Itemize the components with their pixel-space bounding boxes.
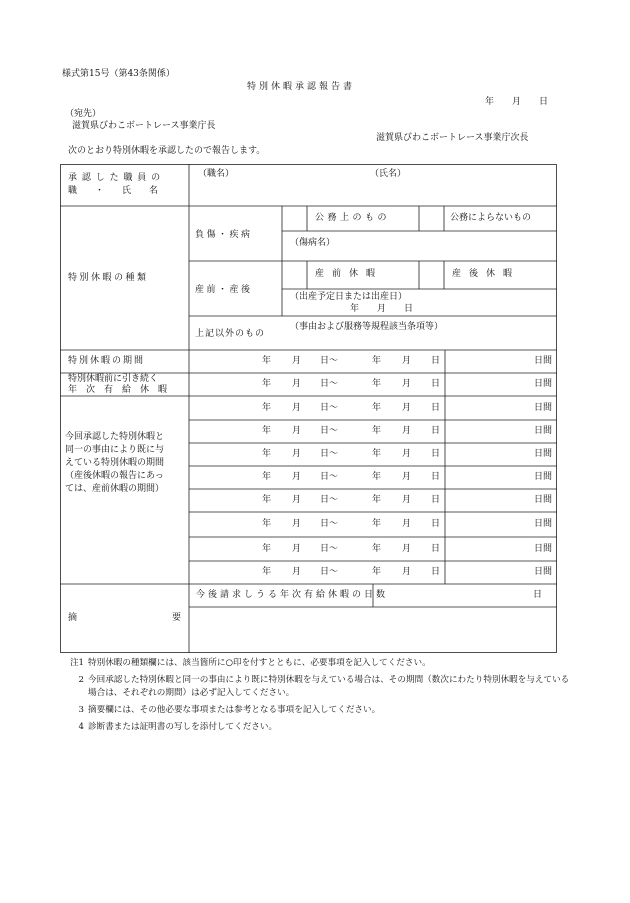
note-number: 3 xyxy=(78,705,84,715)
notes-section xyxy=(66,657,571,738)
period-day-from: 日～ xyxy=(320,356,339,366)
note-text: 今回承認した特別休暇と同一の事由により既に特別休暇を与えている場合は、その期間（数次にわたり特別休暇を与えている場合は、それぞれの期間）は必ず記入してください。 xyxy=(88,675,570,698)
intro-text: 次のとおり特別休暇を承認したので報告します。 xyxy=(68,146,266,156)
period-days: 日間 xyxy=(534,519,553,529)
maternity-label: 産前・産後 xyxy=(195,285,253,295)
note-number: 4 xyxy=(78,722,84,732)
report-form-table xyxy=(60,164,557,653)
disease-name-label: （傷病名） xyxy=(290,238,336,248)
previous-leave-label-1: 今回承認した特別休暇と xyxy=(65,432,165,442)
sender: 滋賀県びわこボートレース事業庁次長 xyxy=(376,133,529,143)
remaining-leave-label: 今後請求しうる年次有給休暇の日数 xyxy=(196,590,389,600)
period-year-to: 年 xyxy=(372,567,382,577)
summary-label-right: 要 xyxy=(172,613,182,623)
previous-leave-label-4: （産後休暇の報告にあっ xyxy=(65,471,164,481)
addressee: 滋賀県びわこボートレース事業庁長 xyxy=(72,121,216,131)
period-day-to: 日 xyxy=(431,544,441,554)
period-month: 月 xyxy=(292,426,302,436)
period-year: 年 xyxy=(262,519,272,529)
injury-illness-label: 負傷・疾病 xyxy=(195,230,253,240)
note-item xyxy=(66,704,571,717)
reason-label: （事由および服務等規程該当条項等） xyxy=(290,322,444,332)
due-date-label: （出産予定日または出産日） xyxy=(290,292,408,302)
period-year: 年 xyxy=(262,449,272,459)
period-day-to: 日 xyxy=(431,379,441,389)
period-day-from: 日～ xyxy=(320,495,339,505)
period-month-to: 月 xyxy=(402,449,412,459)
period-day-to: 日 xyxy=(431,356,441,366)
period-year-to: 年 xyxy=(372,379,382,389)
note-text: 特別休暇の種類欄には、該当箇所に○印を付すとともに、必要事項を記入してください。 xyxy=(88,658,431,668)
form-number: 様式第15号（第43条関係） xyxy=(62,69,175,79)
period-day-from: 日～ xyxy=(320,426,339,436)
period-day-to: 日 xyxy=(431,567,441,577)
period-day-to: 日 xyxy=(431,426,441,436)
leave-period-label: 特別休暇の期間 xyxy=(68,356,146,366)
period-day-from: 日～ xyxy=(320,472,339,482)
period-year-to: 年 xyxy=(372,519,382,529)
period-month: 月 xyxy=(292,495,302,505)
non-work-related-option: 公務によらないもの xyxy=(450,213,532,223)
note-item xyxy=(66,657,571,670)
period-month-to: 月 xyxy=(402,403,412,413)
annual-leave-label-line2: 年 次 有 給 休 暇 xyxy=(68,385,168,395)
period-month: 月 xyxy=(292,449,302,459)
period-day-to: 日 xyxy=(431,449,441,459)
period-year-to: 年 xyxy=(372,472,382,482)
postnatal-option: 産後休暇 xyxy=(452,269,521,279)
period-month: 月 xyxy=(292,544,302,554)
period-month-to: 月 xyxy=(402,495,412,505)
leave-type-label: 特別休暇の種類 xyxy=(68,273,149,283)
note-item xyxy=(66,721,571,734)
period-day-from: 日～ xyxy=(320,544,339,554)
period-days: 日間 xyxy=(534,495,553,505)
period-year-to: 年 xyxy=(372,544,382,554)
period-month: 月 xyxy=(292,403,302,413)
period-days: 日間 xyxy=(534,472,553,482)
note-number: 2 xyxy=(78,675,84,685)
work-related-option: 公務上のもの xyxy=(315,213,391,223)
period-year: 年 xyxy=(262,403,272,413)
period-year-to: 年 xyxy=(372,403,382,413)
period-month-to: 月 xyxy=(402,356,412,366)
annual-leave-label-line1: 特別休暇前に引き続く xyxy=(68,374,159,384)
period-year: 年 xyxy=(262,472,272,482)
previous-leave-label-3: えている特別休暇の期間 xyxy=(65,458,165,468)
period-year: 年 xyxy=(262,544,272,554)
employee-label-line2: 職 ・ 氏 名 xyxy=(68,186,159,196)
period-month-to: 月 xyxy=(402,379,412,389)
period-days: 日間 xyxy=(534,567,553,577)
period-month: 月 xyxy=(292,519,302,529)
addressee-label: （宛先） xyxy=(65,109,102,119)
period-days: 日間 xyxy=(534,379,553,389)
due-date-fields: 年 月 日 xyxy=(350,304,414,314)
period-days: 日間 xyxy=(534,544,553,554)
period-year-to: 年 xyxy=(372,356,382,366)
period-month: 月 xyxy=(292,472,302,482)
position-label: （職名） xyxy=(198,169,235,179)
date-line: 年 月 日 xyxy=(485,97,549,107)
period-month: 月 xyxy=(292,379,302,389)
remaining-leave-unit: 日 xyxy=(533,590,543,600)
period-year: 年 xyxy=(262,356,272,366)
period-day-to: 日 xyxy=(431,519,441,529)
summary-label-left: 摘 xyxy=(68,613,78,623)
name-label: （氏名） xyxy=(370,169,407,179)
period-day-from: 日～ xyxy=(320,519,339,529)
other-label: 上記以外のもの xyxy=(195,329,266,339)
period-year-to: 年 xyxy=(372,449,382,459)
period-days: 日間 xyxy=(534,426,553,436)
period-day-to: 日 xyxy=(431,495,441,505)
period-days: 日間 xyxy=(534,449,553,459)
document-title: 特別休暇承認報告書 xyxy=(247,82,356,92)
period-year: 年 xyxy=(262,567,272,577)
employee-label-line1: 承 認 し た 職 員 の xyxy=(68,173,162,183)
note-item xyxy=(66,674,571,700)
period-days: 日間 xyxy=(534,356,553,366)
period-year: 年 xyxy=(262,495,272,505)
period-month-to: 月 xyxy=(402,426,412,436)
period-year-to: 年 xyxy=(372,426,382,436)
period-month-to: 月 xyxy=(402,472,412,482)
period-month-to: 月 xyxy=(402,544,412,554)
note-number: 注1 xyxy=(69,658,84,668)
period-day-to: 日 xyxy=(431,472,441,482)
period-year: 年 xyxy=(262,379,272,389)
prenatal-option: 産前休暇 xyxy=(315,269,384,279)
note-text: 診断書または証明書の写しを添付してください。 xyxy=(88,722,278,732)
period-days: 日間 xyxy=(534,403,553,413)
period-day-from: 日～ xyxy=(320,403,339,413)
note-text: 摘要欄には、その他必要な事項または参考となる事項を記入してください。 xyxy=(88,705,381,715)
previous-leave-label-5: ては、産前休暇の期間） xyxy=(65,484,165,494)
period-day-from: 日～ xyxy=(320,449,339,459)
previous-leave-label-2: 同一の事由により既に与 xyxy=(65,445,165,455)
period-day-from: 日～ xyxy=(320,379,339,389)
period-year-to: 年 xyxy=(372,495,382,505)
period-day-from: 日～ xyxy=(320,567,339,577)
period-day-to: 日 xyxy=(431,403,441,413)
period-month: 月 xyxy=(292,356,302,366)
period-year: 年 xyxy=(262,426,272,436)
period-month: 月 xyxy=(292,567,302,577)
period-month-to: 月 xyxy=(402,567,412,577)
period-month-to: 月 xyxy=(402,519,412,529)
